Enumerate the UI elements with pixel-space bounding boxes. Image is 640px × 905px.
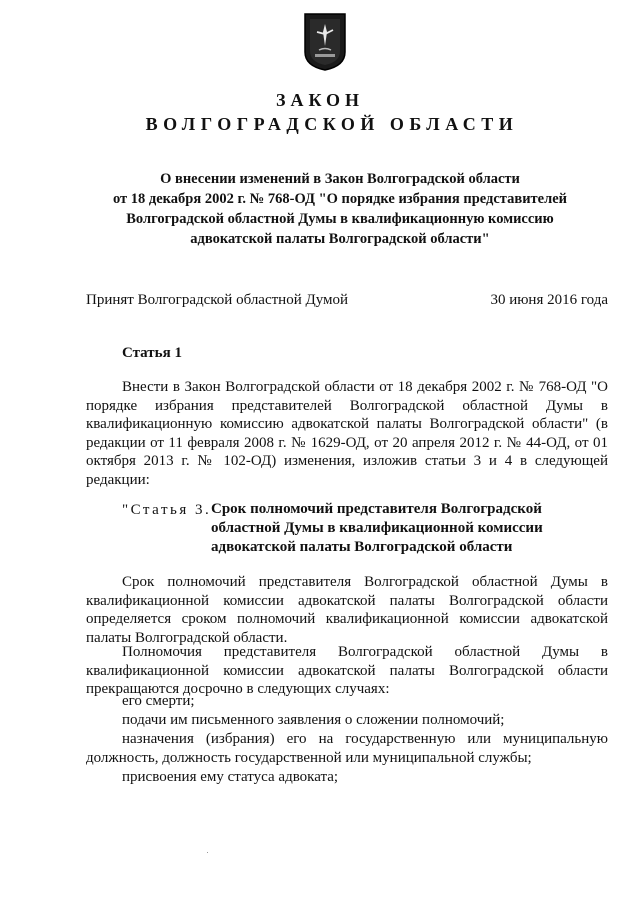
article-3-label: "Статья 3. [122, 502, 212, 518]
article-1-heading: Статья 1 [122, 345, 182, 361]
document-title-line: от 18 декабря 2002 г. № 768-ОД "О порядке избрания представителей [112, 191, 568, 207]
document-title-line: адвокатской палаты Волгоградской области" [190, 231, 490, 247]
document-title-line: О внесении изменений в Закон Волгоградской области [160, 171, 520, 187]
adoption-date: 30 июня 2016 года [490, 292, 608, 308]
document-title [60, 169, 620, 249]
article-3-paragraph-1: Срок полномочий представителя Волгоградской областной Думы в квалификационной комиссии адвокатской палаты Волгоградской области определяется сроком полномочий квалификационной комиссии адвокатской палаты Волгоградской области. [86, 574, 608, 646]
adopted-by: Принят Волгоградской областной Думой [86, 292, 349, 308]
article-3-title-line: адвокатской палаты Волгоградской области [211, 539, 513, 555]
article-3-title-line: Срок полномочий представителя Волгоградской [211, 501, 542, 517]
list-item: его смерти; [122, 693, 195, 709]
article-1-text: Внести в Закон Волгоградской области от 18 декабря 2002 г. № 768-ОД "О порядке избрания представителей Волгоградской областной Думы в квалификационную комиссию адвокатской палаты Волгоградской области" (в редакции от 11 февраля 2008 г. № 1629-ОД, от 20 апреля 2012 г. № 44-ОД, от 01 октября 2013 г. № 102-ОД) изменения, изложив статьи 3 и 4 в следующей редакции: [86, 379, 608, 488]
region-heading: ВОЛГОГРАДСКОЙ ОБЛАСТИ [145, 114, 519, 134]
scan-speck [207, 852, 208, 853]
coat-of-arms-icon [303, 12, 347, 72]
list-item: присвоения ему статуса адвоката; [122, 769, 339, 785]
document-title-line: Волгоградской областной Думы в квалификационную комиссию [126, 211, 554, 227]
list-item: подачи им письменного заявления о сложении полномочий; [122, 712, 505, 728]
article-3-paragraph-2: Полномочия представителя Волгоградской областной Думы в квалификационной комиссии адвокатской палаты Волгоградской области прекращаются досрочно в следующих случаях: [86, 644, 608, 697]
article-3-title [211, 500, 596, 557]
law-heading: ЗАКОН [275, 90, 365, 110]
article-3-title-line: областной Думы в квалификационной комиссии [211, 520, 543, 536]
list-item: назначения (избрания) его на государственную или муниципальную должность, должность государственной или муниципальной службы; [86, 731, 608, 766]
